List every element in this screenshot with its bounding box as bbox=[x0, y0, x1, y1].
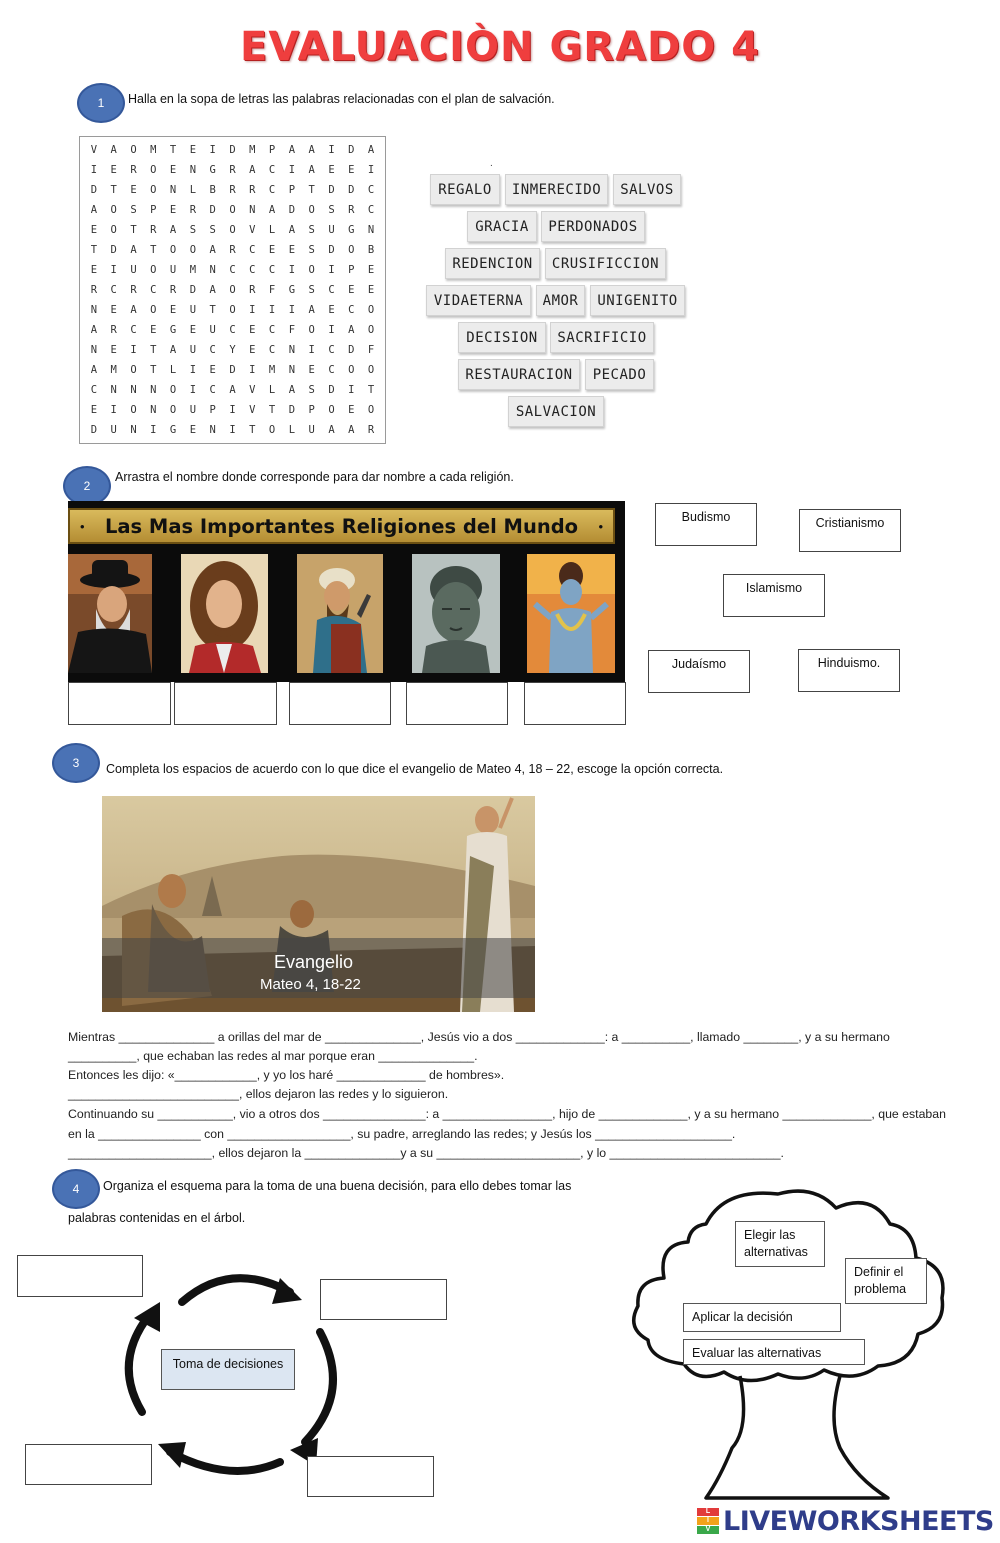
word-chip[interactable]: AMOR bbox=[536, 285, 585, 316]
brand-icon-letter: L bbox=[697, 1508, 719, 1516]
word-search-letter[interactable]: E bbox=[249, 324, 256, 336]
word-search-letter[interactable]: I bbox=[348, 384, 355, 396]
word-search-letter[interactable]: C bbox=[90, 384, 98, 396]
christianity-image bbox=[181, 554, 268, 673]
word-search-letter[interactable]: I bbox=[328, 324, 335, 336]
word-search-letter[interactable]: T bbox=[90, 244, 98, 256]
religion-name-budismo[interactable]: Budismo bbox=[655, 503, 757, 546]
word-search-letter[interactable]: U bbox=[130, 264, 137, 276]
word-search-letter[interactable]: M bbox=[110, 364, 117, 376]
word-search-letter[interactable]: G bbox=[169, 324, 177, 336]
word-search-letter[interactable]: O bbox=[367, 304, 375, 316]
word-search-letter[interactable]: I bbox=[130, 344, 137, 356]
word-bank-dot: . bbox=[490, 158, 493, 169]
word-search-letter[interactable]: N bbox=[288, 364, 296, 376]
word-search-letter[interactable]: C bbox=[328, 344, 335, 356]
islam-image bbox=[297, 554, 383, 673]
word-search-letter[interactable]: F bbox=[367, 344, 375, 356]
word-search-letter[interactable]: S bbox=[328, 204, 335, 216]
word-search-letter[interactable]: V bbox=[249, 404, 256, 416]
word-search-letter[interactable]: D bbox=[229, 364, 236, 376]
word-search-letter[interactable]: C bbox=[130, 324, 137, 336]
banner-bullet: • bbox=[80, 518, 85, 534]
word-search-letter[interactable]: S bbox=[209, 224, 216, 236]
word-search-letter[interactable]: R bbox=[130, 164, 137, 176]
religion-drop-box[interactable] bbox=[406, 682, 508, 725]
word-search-letter[interactable]: T bbox=[169, 144, 177, 156]
word-search-letter[interactable]: E bbox=[110, 344, 117, 356]
word-search-letter[interactable]: D bbox=[348, 184, 355, 196]
word-search-letter[interactable]: E bbox=[189, 144, 197, 156]
judaism-image bbox=[68, 554, 152, 673]
word-search-letter[interactable]: G bbox=[169, 424, 177, 436]
word-search-letter[interactable]: T bbox=[367, 384, 375, 396]
word-search-letter[interactable]: R bbox=[229, 244, 236, 256]
word-search-letter[interactable]: R bbox=[348, 204, 355, 216]
word-search-letter[interactable]: I bbox=[249, 304, 256, 316]
word-search-letter[interactable]: R bbox=[229, 184, 236, 196]
word-search-letter[interactable]: O bbox=[110, 224, 117, 236]
word-search-letter[interactable]: U bbox=[209, 324, 216, 336]
gospel-text-line[interactable]: _________________________, ellos dejaron las redes y lo siguieron. bbox=[68, 1087, 449, 1101]
word-search-letter[interactable]: D bbox=[110, 244, 117, 256]
section-1-instruction: Halla en la sopa de letras las palabras relacionadas con el plan de salvación. bbox=[128, 92, 555, 106]
word-search-letter[interactable]: C bbox=[268, 344, 276, 356]
liveworksheets-logo bbox=[697, 1506, 994, 1536]
gospel-text-line[interactable]: _____________________, ellos dejaron la ______________y a su _____________________, y lo _________________________. bbox=[68, 1146, 784, 1160]
word-search-letter[interactable]: O bbox=[229, 204, 236, 216]
word-search-letter[interactable]: S bbox=[308, 284, 315, 296]
word-search-letter[interactable]: I bbox=[249, 364, 256, 376]
gospel-text-line[interactable]: Continuando su ___________, vio a otros dos _______________: a ________________, hijo de _____________, y a su hermano _____________, que estaban bbox=[68, 1107, 946, 1121]
word-search-letter[interactable]: N bbox=[169, 184, 177, 196]
word-search-letter[interactable]: I bbox=[229, 404, 236, 416]
word-search-letter[interactable]: P bbox=[150, 204, 157, 216]
word-search-letter[interactable]: M bbox=[189, 264, 197, 276]
word-search-letter[interactable]: D bbox=[189, 284, 197, 296]
brand-text: LIVEWORKSHEETS bbox=[723, 1505, 994, 1537]
word-chip[interactable]: SACRIFICIO bbox=[550, 322, 654, 353]
word-search-letter[interactable]: O bbox=[308, 204, 315, 216]
word-search-letter[interactable]: M bbox=[150, 144, 157, 156]
word-search-letter[interactable]: I bbox=[328, 264, 335, 276]
religion-name-judaismo[interactable]: Judaísmo bbox=[648, 650, 750, 693]
word-search-letter[interactable]: L bbox=[288, 424, 296, 436]
word-search-letter[interactable]: T bbox=[249, 424, 256, 436]
word-search-letter[interactable]: O bbox=[110, 204, 117, 216]
word-search-letter[interactable]: A bbox=[209, 244, 216, 256]
religion-drop-box[interactable] bbox=[174, 682, 277, 725]
religion-name-cristianismo[interactable]: Cristianismo bbox=[799, 509, 901, 552]
word-search-letter[interactable]: U bbox=[169, 264, 177, 276]
religion-drop-box[interactable] bbox=[68, 682, 171, 725]
word-search-letter[interactable]: V bbox=[249, 384, 256, 396]
word-search-letter[interactable]: O bbox=[130, 144, 137, 156]
word-search-letter[interactable]: I bbox=[189, 384, 197, 396]
word-search-letter[interactable]: I bbox=[288, 264, 296, 276]
word-search-letter[interactable]: N bbox=[90, 304, 98, 316]
word-search-letter[interactable]: I bbox=[110, 404, 117, 416]
word-search-letter[interactable]: T bbox=[268, 404, 276, 416]
word-search-letter[interactable]: E bbox=[308, 364, 315, 376]
word-search-letter[interactable]: C bbox=[229, 324, 236, 336]
word-search-letter[interactable]: S bbox=[130, 204, 137, 216]
word-search-letter[interactable]: A bbox=[130, 244, 137, 256]
word-search-letter[interactable]: U bbox=[189, 344, 197, 356]
word-search-letter[interactable]: I bbox=[189, 364, 197, 376]
word-search-letter[interactable]: T bbox=[110, 184, 117, 196]
word-search-letter[interactable]: U bbox=[189, 404, 197, 416]
word-search-letter[interactable]: I bbox=[110, 264, 117, 276]
word-search-letter[interactable]: A bbox=[288, 384, 296, 396]
word-search-letter[interactable]: O bbox=[328, 404, 335, 416]
word-search-letter[interactable]: N bbox=[110, 384, 117, 396]
gospel-text-line[interactable]: Entonces les dijo: «____________, y yo los haré _____________ de hombres». bbox=[68, 1068, 505, 1082]
word-search-letter[interactable]: E bbox=[209, 364, 216, 376]
word-search-letter[interactable]: D bbox=[288, 404, 296, 416]
word-search-letter[interactable]: S bbox=[189, 224, 197, 236]
word-search-letter[interactable]: Y bbox=[229, 344, 236, 356]
word-search-letter[interactable]: A bbox=[308, 304, 315, 316]
word-search-letter[interactable]: O bbox=[268, 424, 276, 436]
word-search-letter[interactable]: A bbox=[288, 144, 296, 156]
word-search-letter[interactable]: T bbox=[150, 244, 157, 256]
word-search-letter[interactable]: S bbox=[308, 384, 315, 396]
word-search-letter[interactable]: E bbox=[150, 324, 157, 336]
word-search-letter[interactable]: A bbox=[130, 304, 137, 316]
word-search-letter[interactable]: D bbox=[209, 204, 216, 216]
word-search-letter[interactable]: E bbox=[169, 304, 177, 316]
word-search-letter[interactable]: I bbox=[367, 164, 375, 176]
word-search-letter[interactable]: E bbox=[130, 184, 137, 196]
word-search-letter[interactable]: C bbox=[150, 284, 157, 296]
word-search-letter[interactable]: A bbox=[288, 224, 296, 236]
word-search-letter[interactable]: B bbox=[367, 244, 375, 256]
word-chip[interactable]: GRACIA bbox=[467, 211, 537, 242]
word-search-letter[interactable]: A bbox=[348, 424, 355, 436]
word-search-letter[interactable]: O bbox=[308, 324, 315, 336]
word-search-letter[interactable]: A bbox=[328, 424, 335, 436]
word-search-letter[interactable]: P bbox=[288, 184, 296, 196]
word-search-letter[interactable]: R bbox=[110, 324, 117, 336]
word-search-letter[interactable]: O bbox=[189, 244, 197, 256]
word-search-letter[interactable]: E bbox=[189, 424, 197, 436]
word-search-letter[interactable]: U bbox=[189, 304, 197, 316]
section-1-badge: 1 bbox=[77, 83, 125, 123]
word-search-letter[interactable]: E bbox=[110, 304, 117, 316]
word-search-letter[interactable]: M bbox=[268, 364, 276, 376]
word-search-letter[interactable]: E bbox=[110, 164, 117, 176]
word-chip[interactable]: CRUSIFICCION bbox=[545, 248, 666, 279]
word-chip[interactable]: INMERECIDO bbox=[505, 174, 608, 205]
word-search-letter[interactable]: E bbox=[90, 404, 98, 416]
word-search-letter[interactable]: A bbox=[268, 204, 276, 216]
word-search-letter[interactable]: O bbox=[150, 184, 157, 196]
word-search-letter[interactable]: U bbox=[308, 424, 315, 436]
word-search-letter[interactable]: C bbox=[249, 264, 256, 276]
tree-word-elegir[interactable]: Elegir las alternativas bbox=[735, 1221, 825, 1267]
word-search-letter[interactable]: A bbox=[110, 144, 117, 156]
word-search-letter[interactable]: C bbox=[367, 184, 375, 196]
word-search-letter[interactable]: D bbox=[348, 344, 355, 356]
word-search-letter[interactable]: O bbox=[348, 244, 355, 256]
word-search-letter[interactable]: A bbox=[90, 364, 98, 376]
word-search-letter[interactable]: C bbox=[328, 364, 335, 376]
religion-name-hinduismo[interactable]: Hinduismo. bbox=[798, 649, 900, 692]
word-search-letter[interactable]: T bbox=[130, 224, 137, 236]
word-search-letter[interactable]: E bbox=[367, 284, 375, 296]
word-search-letter[interactable]: C bbox=[249, 244, 256, 256]
section-3-badge: 3 bbox=[52, 743, 100, 783]
word-search-letter[interactable]: E bbox=[348, 404, 355, 416]
word-search-letter[interactable]: O bbox=[130, 404, 137, 416]
cycle-drop-box[interactable] bbox=[320, 1279, 447, 1320]
word-search-letter[interactable]: L bbox=[268, 224, 276, 236]
section-2-badge: 2 bbox=[63, 466, 111, 506]
brand-icon-letter: I bbox=[697, 1517, 719, 1525]
word-search-letter[interactable]: M bbox=[249, 144, 256, 156]
word-chip[interactable]: SALVACION bbox=[508, 396, 604, 427]
word-search-letter[interactable]: O bbox=[229, 304, 236, 316]
word-search-letter[interactable]: E bbox=[90, 264, 98, 276]
word-search-letter[interactable]: E bbox=[90, 224, 98, 236]
section-4-instruction: Organiza el esquema para la toma de una buena decisión, para ello debes tomar las bbox=[103, 1179, 572, 1193]
word-search-letter[interactable]: O bbox=[150, 264, 157, 276]
word-search-letter[interactable]: O bbox=[150, 304, 157, 316]
word-search-letter[interactable]: O bbox=[169, 384, 177, 396]
word-search-letter[interactable]: B bbox=[209, 184, 216, 196]
word-search-letter[interactable]: L bbox=[189, 184, 197, 196]
section-3-instruction: Completa los espacios de acuerdo con lo que dice el evangelio de Mateo 4, 18 – 22, escoge la opción correcta. bbox=[106, 762, 724, 776]
word-search-letter[interactable]: A bbox=[169, 344, 177, 356]
word-search-letter[interactable]: C bbox=[328, 284, 335, 296]
word-search-letter[interactable]: E bbox=[249, 344, 256, 356]
word-search-letter[interactable]: A bbox=[367, 144, 375, 156]
religion-name-islamismo[interactable]: Islamismo bbox=[723, 574, 825, 617]
gospel-caption-title: Evangelio bbox=[274, 952, 354, 972]
page-title: EVALUACIÒN GRADO 4 bbox=[240, 24, 760, 70]
word-search-letter[interactable]: E bbox=[288, 244, 296, 256]
word-search-letter[interactable]: O bbox=[169, 244, 177, 256]
word-search-letter[interactable]: O bbox=[229, 284, 236, 296]
word-search-letter[interactable]: G bbox=[288, 284, 296, 296]
word-chip[interactable]: REGALO bbox=[430, 174, 500, 205]
gospel-text-line[interactable]: Mientras ______________ a orillas del mar de ______________, Jesús vio a dos _____________: a __________, llamado ________, y a su hermano bbox=[68, 1030, 890, 1044]
word-search-letter[interactable]: A bbox=[169, 224, 177, 236]
word-search-letter[interactable]: D bbox=[328, 384, 335, 396]
word-search-letter[interactable]: U bbox=[328, 224, 335, 236]
word-search-letter[interactable]: I bbox=[90, 164, 98, 176]
word-chip[interactable]: REDENCION bbox=[445, 248, 540, 279]
word-search-letter[interactable]: T bbox=[209, 304, 216, 316]
word-search-letter[interactable]: G bbox=[209, 164, 216, 176]
word-search-letter[interactable]: I bbox=[288, 304, 296, 316]
word-search-letter[interactable]: C bbox=[110, 284, 117, 296]
section-4-instruction-line2: palabras contenidas en el árbol. bbox=[68, 1211, 246, 1225]
section-2-instruction: Arrastra el nombre donde corresponde para dar nombre a cada religión. bbox=[115, 470, 514, 484]
word-search-letter[interactable]: T bbox=[308, 184, 315, 196]
word-search-letter[interactable]: C bbox=[348, 304, 355, 316]
word-search-letter[interactable]: A bbox=[209, 284, 216, 296]
word-search-letter[interactable]: P bbox=[348, 264, 355, 276]
word-search-letter[interactable]: E bbox=[348, 164, 355, 176]
word-search-letter[interactable]: D bbox=[348, 144, 355, 156]
word-search-letter[interactable]: R bbox=[367, 424, 375, 436]
word-search-letter[interactable]: L bbox=[268, 384, 276, 396]
word-search-letter[interactable]: C bbox=[209, 384, 216, 396]
word-search-letter[interactable]: R bbox=[90, 284, 98, 296]
tree-word-aplicar[interactable]: Aplicar la decisión bbox=[683, 1303, 841, 1332]
word-search-letter[interactable]: A bbox=[249, 164, 256, 176]
word-search-letter[interactable]: R bbox=[189, 204, 197, 216]
word-search-letter[interactable]: A bbox=[308, 164, 315, 176]
word-search-letter[interactable]: O bbox=[308, 264, 315, 276]
word-chip[interactable]: VIDAETERNA bbox=[426, 285, 531, 316]
word-search-letter[interactable]: N bbox=[150, 404, 157, 416]
word-search-letter[interactable]: T bbox=[150, 344, 157, 356]
word-search-letter[interactable]: O bbox=[229, 224, 236, 236]
word-chip[interactable]: DECISION bbox=[458, 322, 546, 353]
section-4-badge: 4 bbox=[52, 1169, 100, 1209]
word-search-letter[interactable]: R bbox=[150, 224, 157, 236]
word-chip[interactable]: PECADO bbox=[585, 359, 654, 390]
brand-icon bbox=[697, 1508, 719, 1534]
word-search-letter[interactable]: V bbox=[90, 144, 98, 156]
word-search-letter[interactable]: I bbox=[268, 304, 276, 316]
religion-drop-box[interactable] bbox=[289, 682, 391, 725]
word-search-letter[interactable]: C bbox=[268, 324, 276, 336]
word-search-letter[interactable]: R bbox=[130, 284, 137, 296]
word-search-letter[interactable]: N bbox=[249, 204, 256, 216]
word-search-letter[interactable]: A bbox=[90, 204, 98, 216]
word-search-letter[interactable]: P bbox=[209, 404, 216, 416]
word-search-letter[interactable]: O bbox=[367, 364, 375, 376]
gospel-text-line[interactable]: __________, que echaban las redes al mar porque eran ______________. bbox=[68, 1049, 478, 1063]
word-search-letter[interactable]: C bbox=[268, 264, 276, 276]
word-chip[interactable]: RESTAURACION bbox=[458, 359, 580, 390]
word-search-letter[interactable]: E bbox=[268, 244, 276, 256]
word-search-letter[interactable]: O bbox=[367, 404, 375, 416]
word-search-letter[interactable]: N bbox=[209, 264, 216, 276]
word-search-letter[interactable]: F bbox=[268, 284, 276, 296]
word-search-letter[interactable]: N bbox=[150, 384, 157, 396]
word-search-letter[interactable]: U bbox=[110, 424, 117, 436]
word-search-letter[interactable]: N bbox=[288, 344, 296, 356]
hinduism-image bbox=[527, 554, 615, 673]
word-search-letter[interactable]: C bbox=[268, 164, 276, 176]
word-search-letter[interactable]: R bbox=[169, 284, 177, 296]
word-search-letter[interactable]: C bbox=[229, 264, 236, 276]
word-search-letter[interactable]: G bbox=[348, 224, 355, 236]
word-search-letter[interactable]: O bbox=[169, 404, 177, 416]
word-search-letter[interactable]: O bbox=[130, 364, 137, 376]
word-search-letter[interactable]: C bbox=[367, 204, 375, 216]
word-search-letter[interactable]: A bbox=[90, 324, 98, 336]
word-chip[interactable]: UNIGENITO bbox=[590, 285, 685, 316]
word-search-letter[interactable]: A bbox=[308, 144, 315, 156]
religions-banner-title: Las Mas Importantes Religiones del Mundo bbox=[104, 514, 579, 538]
word-search-letter[interactable]: N bbox=[130, 424, 137, 436]
word-search-letter[interactable]: N bbox=[367, 224, 375, 236]
gospel-text-line[interactable]: en la _______________ con __________________, su padre, arreglando las redes; y Jesús los ____________________. bbox=[68, 1127, 736, 1141]
word-search-letter[interactable]: P bbox=[268, 144, 276, 156]
word-search-letter[interactable]: D bbox=[90, 424, 98, 436]
banner-bullet: • bbox=[598, 518, 603, 534]
cycle-drop-box[interactable] bbox=[307, 1456, 434, 1497]
word-search-letter[interactable]: D bbox=[90, 184, 98, 196]
word-search-letter[interactable]: O bbox=[348, 364, 355, 376]
word-search-letter[interactable]: E bbox=[169, 204, 177, 216]
word-search-letter[interactable]: R bbox=[229, 164, 236, 176]
word-search-letter[interactable]: D bbox=[288, 204, 296, 216]
word-search-letter[interactable]: V bbox=[249, 224, 256, 236]
word-search-letter[interactable]: A bbox=[348, 324, 355, 336]
word-search-letter[interactable]: E bbox=[189, 324, 197, 336]
word-search-letter[interactable]: O bbox=[367, 324, 375, 336]
cycle-drop-box[interactable] bbox=[17, 1255, 143, 1297]
brand-icon-letter: V bbox=[697, 1526, 719, 1534]
word-chip[interactable]: PERDONADOS bbox=[541, 211, 645, 242]
word-search-letter[interactable]: D bbox=[229, 144, 236, 156]
word-search-letter[interactable]: C bbox=[268, 184, 276, 196]
word-search-letter[interactable]: P bbox=[308, 404, 315, 416]
word-search-letter[interactable]: D bbox=[328, 244, 335, 256]
word-search-letter[interactable]: S bbox=[308, 224, 315, 236]
word-search-letter[interactable]: F bbox=[288, 324, 296, 336]
word-search-letter[interactable]: D bbox=[328, 184, 335, 196]
word-search-letter[interactable]: I bbox=[229, 424, 236, 436]
buddhism-image bbox=[412, 554, 500, 673]
word-search-letter[interactable]: R bbox=[249, 284, 256, 296]
word-search-letter[interactable]: N bbox=[90, 344, 98, 356]
word-search-letter[interactable]: T bbox=[150, 364, 157, 376]
word-search-letter[interactable]: E bbox=[348, 284, 355, 296]
word-search-letter[interactable]: S bbox=[308, 244, 315, 256]
word-search-letter[interactable]: N bbox=[189, 164, 197, 176]
gospel-image bbox=[102, 796, 535, 1012]
tree-word-evaluar[interactable]: Evaluar las alternativas bbox=[683, 1339, 865, 1365]
word-search-letter[interactable]: L bbox=[169, 364, 177, 376]
religions-banner-band bbox=[68, 508, 615, 544]
gospel-caption-ref: Mateo 4, 18-22 bbox=[260, 976, 361, 993]
word-search-letter[interactable]: I bbox=[308, 344, 315, 356]
cycle-drop-box[interactable] bbox=[25, 1444, 152, 1485]
word-chip[interactable]: SALVOS bbox=[613, 174, 681, 205]
word-search-letter[interactable]: O bbox=[150, 164, 157, 176]
word-search-letter[interactable]: I bbox=[288, 164, 296, 176]
decision-center-box: Toma de decisiones bbox=[161, 1349, 295, 1390]
word-search-letter[interactable]: I bbox=[328, 144, 335, 156]
religion-drop-box[interactable] bbox=[524, 682, 626, 725]
word-search-letter[interactable]: A bbox=[229, 384, 236, 396]
tree-word-definir[interactable]: Definir el problema bbox=[845, 1258, 927, 1304]
word-search-letter[interactable]: E bbox=[328, 164, 335, 176]
word-search-letter[interactable]: N bbox=[130, 384, 137, 396]
word-search-letter[interactable]: C bbox=[209, 344, 216, 356]
word-search-letter[interactable]: N bbox=[209, 424, 216, 436]
word-search-letter[interactable]: E bbox=[169, 164, 177, 176]
word-search-letter[interactable]: I bbox=[150, 424, 157, 436]
word-search-letter[interactable]: E bbox=[328, 304, 335, 316]
word-search-letter[interactable]: E bbox=[367, 264, 375, 276]
word-search-grid[interactable] bbox=[79, 136, 386, 444]
word-search-letter[interactable]: R bbox=[249, 184, 256, 196]
word-search-letter[interactable]: I bbox=[209, 144, 216, 156]
